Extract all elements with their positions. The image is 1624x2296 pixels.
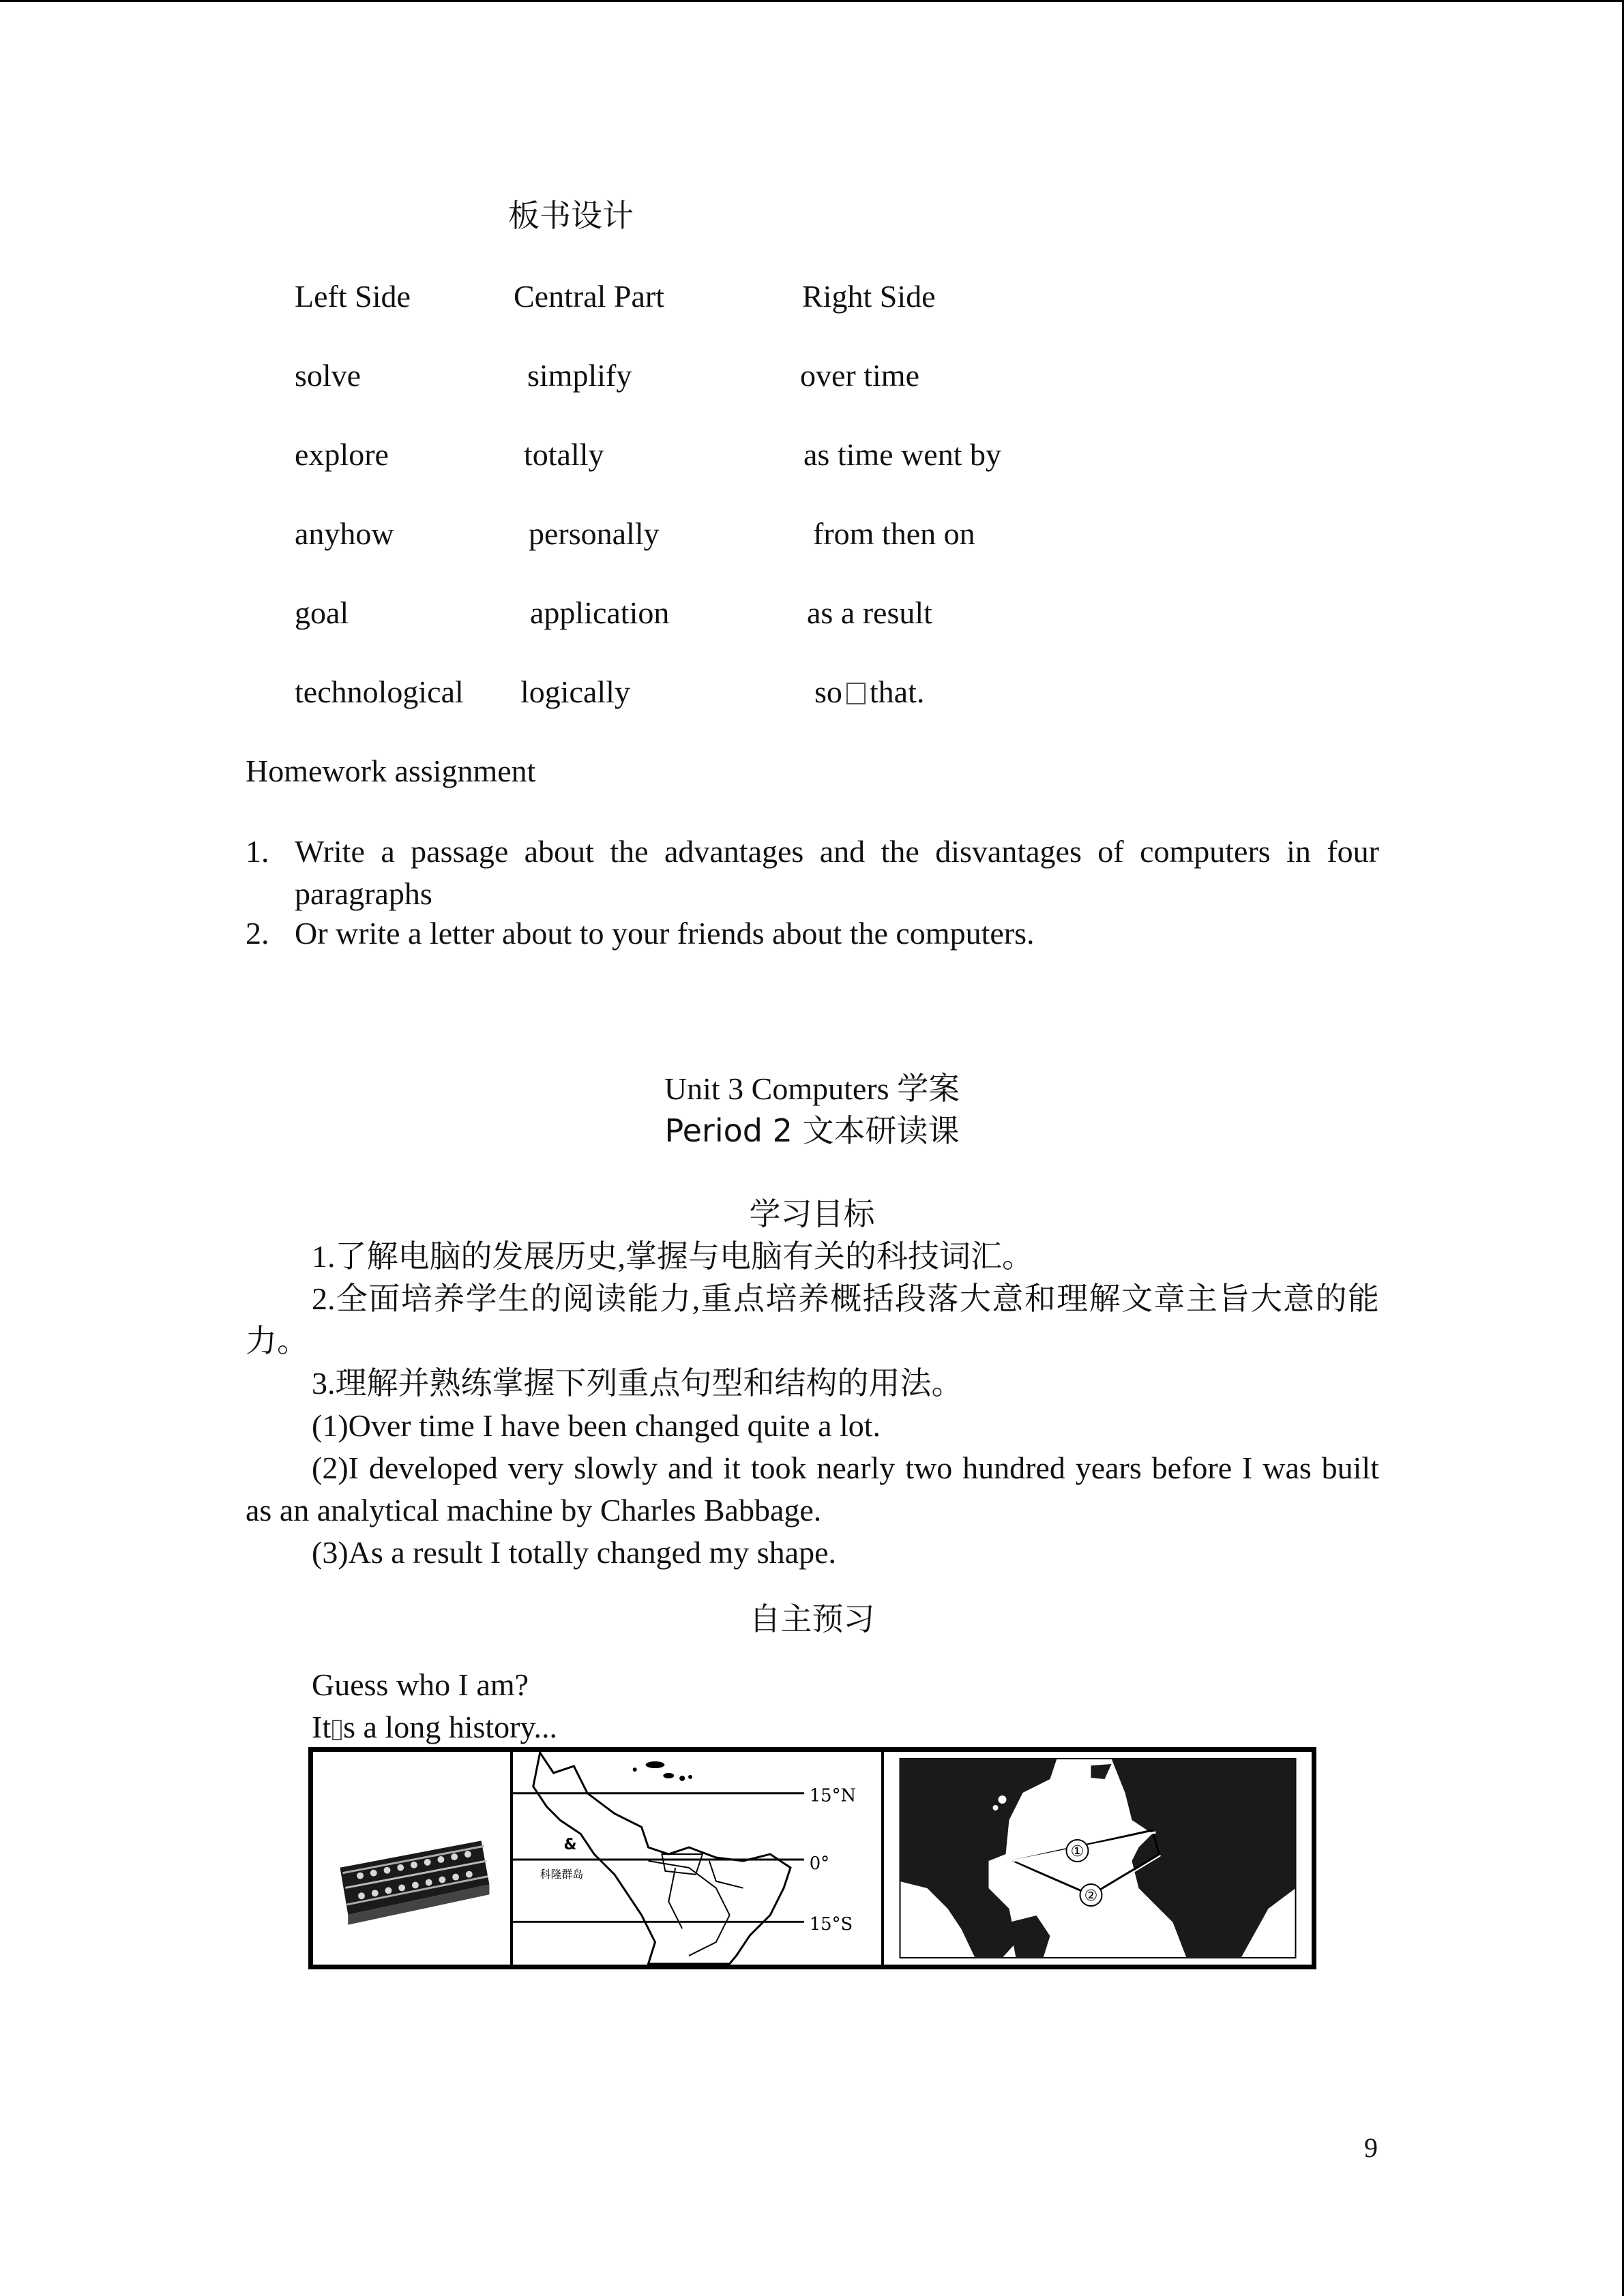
objective-item xyxy=(246,1447,1379,1532)
objective-text: 2.全面培养学生的阅读能力,重点培养概括段落大意和理解文章主旨大意的能力。 xyxy=(246,1281,1379,1358)
word-cell: application xyxy=(530,595,670,630)
homework-item-text: Write a passage about the advantages and the disvantages of computers in four paragraphs xyxy=(295,834,1379,911)
word-cell: as time went by xyxy=(803,437,1001,472)
unit-title: Unit 3 Computers 学案 xyxy=(664,1071,960,1106)
word-cell: solve xyxy=(295,358,361,393)
preview-history-line xyxy=(312,1712,557,1743)
central-south-america-map-icon xyxy=(513,1752,881,1965)
objective-text: 1.了解电脑的发展历史,掌握与电脑有关的科技词汇。 xyxy=(312,1239,1033,1274)
homework-item-number: 1. xyxy=(246,834,269,869)
route-2-label: ② xyxy=(1084,1888,1098,1905)
objective-item xyxy=(246,1532,1379,1574)
word-cell: totally xyxy=(524,437,604,472)
objective-text: (1)Over time I have been changed quite a lot. xyxy=(312,1408,881,1443)
word-cell: as a result xyxy=(807,595,932,630)
cocos-islands-label: 科隆群岛 xyxy=(540,1867,584,1881)
objective-text: (2)I developed very slowly and it took nearly two hundred years before I was built as an analytical machine by Charles Babbage. xyxy=(246,1450,1379,1527)
homework-item-number: 2. xyxy=(246,916,269,951)
word-cell: explore xyxy=(295,437,389,472)
word-cell: goal xyxy=(295,595,349,630)
objective-item xyxy=(246,1278,1379,1362)
preview-guess-line: Guess who I am? xyxy=(312,1667,529,1702)
objective-text: (3)As a result I totally changed my shape. xyxy=(312,1535,836,1570)
objective-text: 3.理解并熟练掌握下列重点句型和结构的用法。 xyxy=(312,1366,963,1401)
image-cell-americas-map xyxy=(513,1752,884,1965)
latitude-15s-label: 15°S xyxy=(809,1914,853,1935)
history-text-b: s a long history... xyxy=(343,1710,558,1744)
column-header-right: Right Side xyxy=(802,279,936,314)
word-so: so xyxy=(814,674,842,709)
image-cell-abacus xyxy=(313,1752,513,1965)
objectives-heading: 学习目标 xyxy=(749,1197,875,1232)
homework-heading: Homework assignment xyxy=(246,754,536,788)
word-cell-so-that xyxy=(814,676,924,708)
page-number: 9 xyxy=(1364,2132,1378,2163)
atlantic-routes-map-icon xyxy=(884,1752,1312,1965)
latitude-15n-label: 15°N xyxy=(809,1785,857,1806)
placeholder-box-glyph xyxy=(846,683,866,704)
period-title: Period 2 文本研读课 xyxy=(664,1112,960,1149)
word-cell: from then on xyxy=(813,516,975,551)
word-cell: logically xyxy=(520,674,630,709)
route-1-label: ① xyxy=(1070,1843,1084,1860)
word-cell: anyhow xyxy=(295,516,394,551)
apostrophe-box-glyph xyxy=(332,1720,342,1740)
word-cell: technological xyxy=(295,674,464,709)
word-cell: over time xyxy=(800,358,919,393)
latitude-0-label: 0° xyxy=(809,1853,830,1874)
objective-item xyxy=(246,1236,1379,1278)
homework-item-text: Or write a letter about to your friends about the computers. xyxy=(295,916,1035,951)
preview-heading: 自主预习 xyxy=(749,1602,875,1637)
history-text-a: It xyxy=(312,1710,331,1744)
svg-text:&: & xyxy=(563,1836,577,1854)
word-cell: simplify xyxy=(527,358,632,393)
word-that: that. xyxy=(869,674,925,709)
abacus-icon xyxy=(313,1752,510,1965)
column-header-left: Left Side xyxy=(295,279,411,314)
board-design-title: 板书设计 xyxy=(508,198,634,233)
objective-item xyxy=(246,1362,1379,1405)
image-table xyxy=(308,1747,1316,1969)
column-header-central: Central Part xyxy=(514,279,664,314)
objective-item xyxy=(246,1405,1379,1447)
word-cell: personally xyxy=(529,516,660,551)
image-cell-atlantic-map xyxy=(884,1752,1312,1965)
